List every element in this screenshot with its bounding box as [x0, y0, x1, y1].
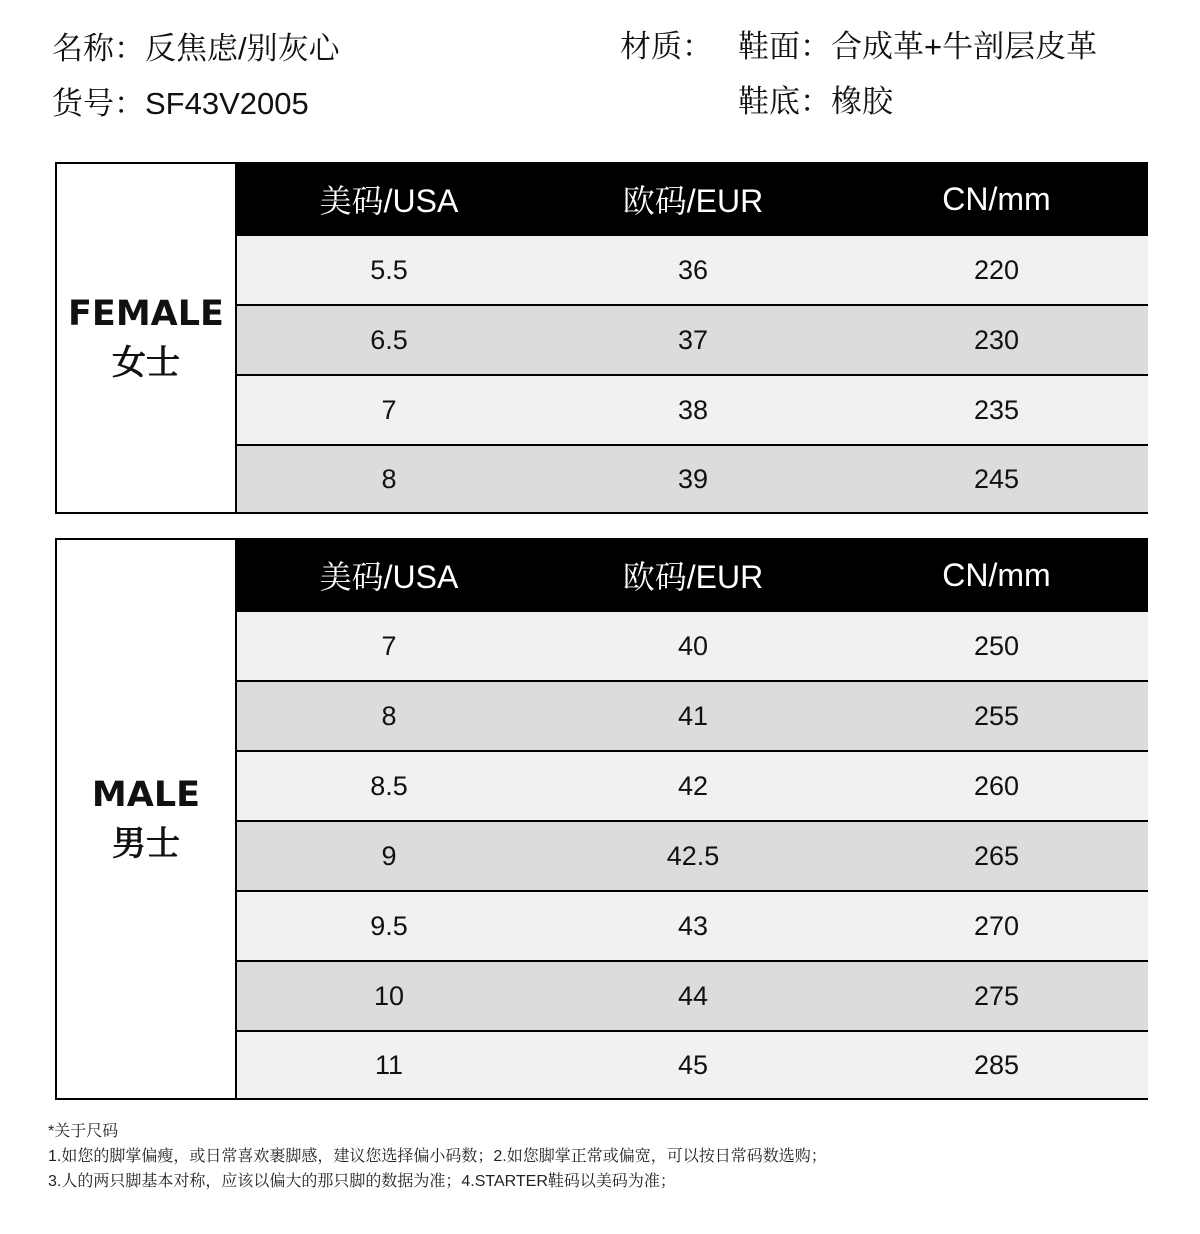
eur-size: 40 — [677, 630, 709, 661]
eur-size: 41 — [677, 700, 709, 731]
cn-size: 235 — [973, 394, 1020, 425]
male-label-en: MALE — [91, 774, 201, 815]
eur-size: 38 — [677, 394, 709, 425]
table-row — [237, 750, 1148, 820]
usa-size: 6.5 — [370, 324, 408, 355]
header-usa: 美码/USA — [319, 183, 459, 219]
cn-size: 220 — [973, 254, 1020, 285]
female-grid — [237, 164, 1148, 512]
female-label-cell — [57, 164, 237, 512]
eur-size: 36 — [677, 254, 709, 285]
table-row — [237, 374, 1148, 444]
eur-size: 45 — [677, 1049, 709, 1080]
cn-size: 255 — [973, 700, 1020, 731]
usa-size: 8 — [381, 700, 397, 731]
usa-size: 8 — [381, 463, 397, 494]
cn-size: 285 — [973, 1049, 1020, 1080]
table-row — [237, 890, 1148, 960]
cn-size: 265 — [973, 840, 1020, 871]
usa-size: 9 — [381, 840, 397, 871]
table-row — [237, 444, 1148, 512]
header-cn: CN/mm — [942, 556, 1051, 593]
table-row — [237, 234, 1148, 304]
usa-size: 7 — [381, 630, 397, 661]
cn-size: 270 — [973, 910, 1020, 941]
product-sku-label: 货号： — [52, 86, 145, 121]
female-label-cn: 女士 — [112, 342, 180, 383]
table-row — [237, 960, 1148, 1030]
cn-size: 260 — [973, 770, 1020, 801]
upper-label: 鞋面： — [738, 29, 831, 64]
eur-size: 37 — [677, 324, 709, 355]
header-usa: 美码/USA — [319, 559, 459, 595]
note-line: 1.如您的脚掌偏瘦，或日常喜欢裹脚感，建议您选择偏小码数；2.如您脚掌正常或偏宽，可以按日常码数选购； — [48, 1148, 827, 1165]
product-sku-value: SF43V2005 — [145, 86, 309, 121]
product-name-label: 名称： — [52, 31, 145, 66]
female-size-table — [55, 162, 1148, 514]
usa-size: 7 — [381, 394, 397, 425]
eur-size: 42 — [677, 770, 709, 801]
notes-title: *关于尺码 — [48, 1123, 119, 1140]
product-name-value: 反焦虑/别灰心 — [145, 31, 340, 66]
material-label: 材质： — [620, 29, 713, 64]
cn-size: 245 — [973, 463, 1020, 494]
header-cn: CN/mm — [942, 180, 1051, 217]
usa-size: 10 — [373, 980, 405, 1011]
sole-label: 鞋底： — [738, 84, 831, 119]
cn-size: 275 — [973, 980, 1020, 1011]
male-label-cell — [57, 540, 237, 1098]
note-line: 3.人的两只脚基本对称，应该以偏大的那只脚的数据为准；4.STARTER鞋码以美码为准； — [48, 1173, 676, 1190]
male-grid — [237, 540, 1148, 1098]
male-label-cn: 男士 — [112, 823, 180, 864]
table-row — [237, 1030, 1148, 1098]
eur-size: 42.5 — [666, 840, 720, 871]
upper-value: 合成革+牛剖层皮革 — [831, 29, 1098, 64]
material-upper — [738, 31, 1097, 62]
male-header-row — [237, 540, 1148, 610]
eur-size: 44 — [677, 980, 709, 1011]
female-label-en: FEMALE — [68, 293, 224, 334]
table-row — [237, 304, 1148, 374]
product-name — [52, 33, 340, 64]
table-row — [237, 680, 1148, 750]
sole-value: 橡胶 — [831, 84, 893, 119]
table-row — [237, 820, 1148, 890]
eur-size: 43 — [677, 910, 709, 941]
usa-size: 8.5 — [370, 770, 408, 801]
male-size-table — [55, 538, 1148, 1100]
eur-size: 39 — [677, 463, 709, 494]
usa-size: 9.5 — [370, 910, 408, 941]
size-notes — [48, 1119, 827, 1194]
cn-size: 230 — [973, 324, 1020, 355]
header-eur: 欧码/EUR — [622, 183, 764, 219]
product-sku — [52, 88, 309, 119]
cn-size: 250 — [973, 630, 1020, 661]
usa-size: 5.5 — [370, 254, 408, 285]
header-eur: 欧码/EUR — [622, 559, 764, 595]
female-header-row — [237, 164, 1148, 234]
usa-size: 11 — [374, 1049, 404, 1080]
table-row — [237, 610, 1148, 680]
material-sole — [738, 86, 893, 117]
